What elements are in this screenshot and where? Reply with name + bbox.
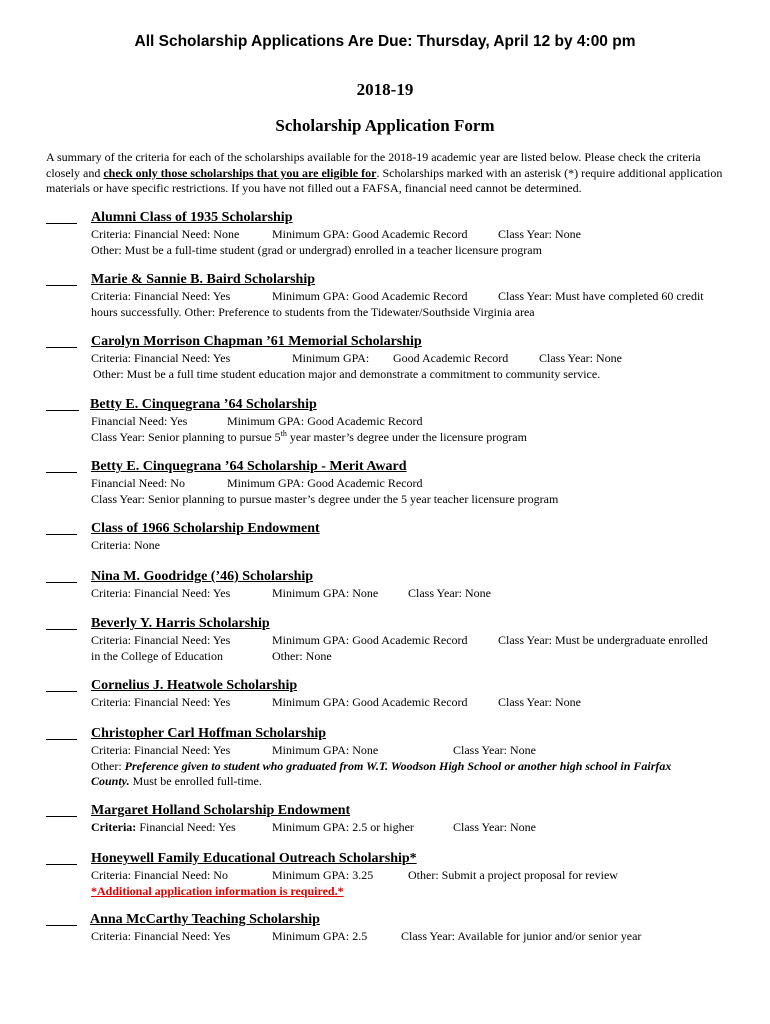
form-title: Scholarship Application Form [275, 116, 495, 135]
scholarship-item: Honeywell Family Educational Outreach Scholarship* Criteria: Financial Need: No Minimum GPA: 3.25 Other: Submit a project proposal for review *Additional application information is required.* [46, 851, 736, 899]
scholarship-name: Anna McCarthy Teaching Scholarship [90, 912, 320, 927]
scholarship-item: Nina M. Goodridge (’46) Scholarship Criteria: Financial Need: Yes Minimum GPA: None Class Year: None [46, 569, 736, 602]
scholarship-item: Beverly Y. Harris Scholarship Criteria: Financial Need: Yes Minimum GPA: Good Academic Record Class Year: Must be undergraduate enrolled in the College of Education Other: None [46, 616, 736, 664]
checkbox-blank[interactable] [46, 534, 77, 535]
scholarship-name: Beverly Y. Harris Scholarship [91, 616, 270, 631]
due-date-banner: All Scholarship Applications Are Due: Thursday, April 12 by 4:00 pm [134, 33, 636, 50]
scholarship-item: Carolyn Morrison Chapman ’61 Memorial Scholarship Criteria: Financial Need: Yes Minimum GPA: Good Academic Record Class Year: None Other: Must be a full time student education major and demonstrate a commitment to community service. [46, 334, 736, 382]
scholarship-item: Christopher Carl Hoffman Scholarship Criteria: Financial Need: Yes Minimum GPA: None Class Year: None Other: Preference given to student who graduated from W.T. Woodson High School or another high school in Fairfax County. Must be enrolled full-time. [46, 726, 736, 790]
checkbox-blank[interactable] [46, 347, 77, 348]
additional-info-notice: *Additional application information is required.* [91, 883, 344, 898]
scholarship-name: Betty E. Cinquegrana ’64 Scholarship [90, 397, 317, 412]
scholarship-name: Alumni Class of 1935 Scholarship [91, 210, 293, 225]
checkbox-blank[interactable] [46, 925, 77, 926]
scholarship-name: Betty E. Cinquegrana ’64 Scholarship - Merit Award [91, 459, 407, 474]
checkbox-blank[interactable] [46, 285, 77, 286]
scholarship-item: Anna McCarthy Teaching Scholarship Criteria: Financial Need: Yes Minimum GPA: 2.5 Class Year: Available for junior and/or senior year [46, 912, 736, 945]
scholarship-name: Carolyn Morrison Chapman ’61 Memorial Scholarship [91, 334, 422, 349]
checkbox-blank[interactable] [46, 691, 77, 692]
scholarship-item: Margaret Holland Scholarship Endowment Criteria: Financial Need: Yes Minimum GPA: 2.5 or higher Class Year: None [46, 803, 736, 836]
checkbox-blank[interactable] [46, 410, 79, 411]
checkbox-blank[interactable] [46, 582, 77, 583]
academic-year: 2018-19 [356, 80, 414, 99]
checkbox-blank[interactable] [46, 472, 77, 473]
scholarship-name: Cornelius J. Heatwole Scholarship [91, 678, 298, 693]
scholarship-item: Class of 1966 Scholarship Endowment Criteria: None [46, 521, 736, 554]
scholarship-name: Christopher Carl Hoffman Scholarship [91, 726, 327, 741]
scholarship-item: Marie & Sannie B. Baird Scholarship Criteria: Financial Need: Yes Minimum GPA: Good Academic Record Class Year: Must have completed 60 credit hours successfully. Other: Preference to students from the Tidewater/Southside Virginia area [46, 272, 736, 320]
scholarship-name: Nina M. Goodridge (’46) Scholarship [91, 569, 314, 584]
checkbox-blank[interactable] [46, 864, 77, 865]
checkbox-blank[interactable] [46, 739, 77, 740]
intro-emphasis: check only those scholarships that you are eligible for [103, 165, 377, 180]
checkbox-blank[interactable] [46, 816, 77, 817]
scholarship-item: Alumni Class of 1935 Scholarship Criteria: Financial Need: None Minimum GPA: Good Academic Record Class Year: None Other: Must be a full-time student (grad or undergrad) enrolled in a teacher licensure program [46, 210, 736, 258]
scholarship-name: Honeywell Family Educational Outreach Scholarship* [91, 851, 417, 866]
checkbox-blank[interactable] [46, 629, 77, 630]
scholarship-item: Cornelius J. Heatwole Scholarship Criteria: Financial Need: Yes Minimum GPA: Good Academic Record Class Year: None [46, 678, 736, 711]
intro-paragraph: A summary of the criteria for each of the scholarships available for the 2018-19 academic year are listed below. Please check the criteria closely and check only those scholarships that you are eligible for. Scholarships marked with an asterisk (*) require additional application materials or have specific restrictions. If you have not filled out a FAFSA, financial need cannot be determined. [46, 150, 723, 195]
checkbox-blank[interactable] [46, 223, 77, 224]
scholarship-name: Margaret Holland Scholarship Endowment [91, 803, 351, 818]
scholarship-item: Betty E. Cinquegrana ’64 Scholarship Financial Need: Yes Minimum GPA: Good Academic Record Class Year: Senior planning to pursue 5th year master’s degree under the licensure program [46, 397, 736, 445]
scholarship-item: Betty E. Cinquegrana ’64 Scholarship - Merit Award Financial Need: No Minimum GPA: Good Academic Record Class Year: Senior planning to pursue master’s degree under the 5 year teacher licensure program [46, 459, 736, 507]
scholarship-name: Class of 1966 Scholarship Endowment [91, 521, 320, 536]
scholarship-name: Marie & Sannie B. Baird Scholarship [91, 272, 316, 287]
